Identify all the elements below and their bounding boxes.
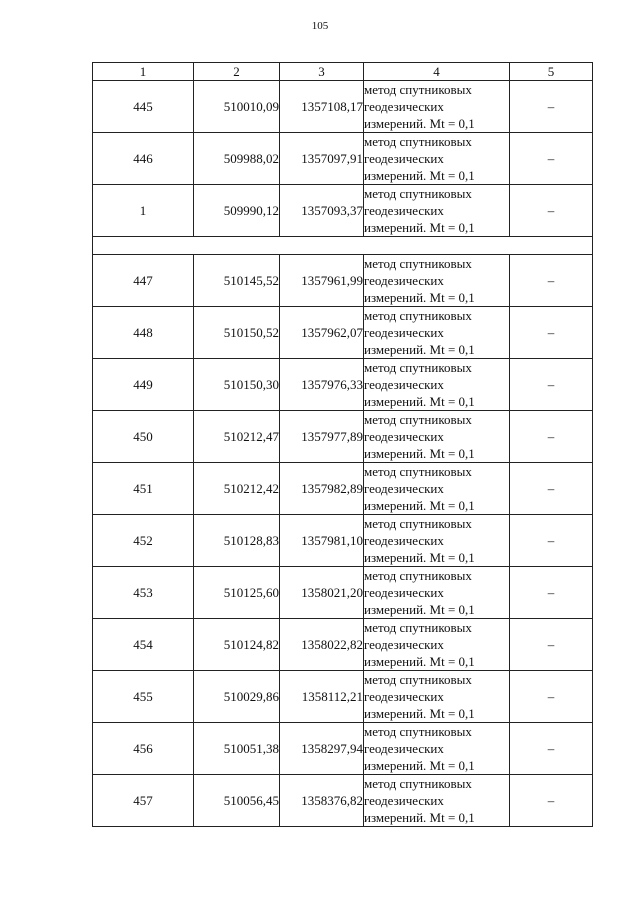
method-line: метод спутниковых: [364, 464, 472, 479]
method-line: измерений. Mt = 0,1: [364, 758, 475, 773]
method-cell: [364, 255, 510, 307]
point-number-cell: 447: [93, 255, 194, 307]
table-row: [93, 255, 593, 307]
note-cell: –: [510, 567, 593, 619]
x-coordinate-cell: 510010,09: [194, 81, 280, 133]
point-number-cell: 455: [93, 671, 194, 723]
method-line: метод спутниковых: [364, 620, 472, 635]
method-line: измерений. Mt = 0,1: [364, 116, 475, 131]
method-line: геодезических: [364, 99, 444, 114]
method-line: измерений. Mt = 0,1: [364, 342, 475, 357]
point-number-cell: 456: [93, 723, 194, 775]
x-coordinate-cell: 509990,12: [194, 185, 280, 237]
method-line: геодезических: [364, 689, 444, 704]
y-coordinate-cell: 1358021,20: [280, 567, 364, 619]
table-row: [93, 185, 593, 237]
note-cell: –: [510, 515, 593, 567]
method-line: геодезических: [364, 429, 444, 444]
header-cell-5: 5: [510, 63, 593, 81]
note-cell: –: [510, 775, 593, 827]
table-row: [93, 515, 593, 567]
method-line: измерений. Mt = 0,1: [364, 290, 475, 305]
table-row: [93, 359, 593, 411]
header-cell-4: 4: [364, 63, 510, 81]
table-row: [93, 133, 593, 185]
header-row: [93, 63, 593, 81]
method-line: метод спутниковых: [364, 186, 472, 201]
method-line: геодезических: [364, 377, 444, 392]
method-cell: [364, 619, 510, 671]
note-cell: –: [510, 671, 593, 723]
point-number-cell: 445: [93, 81, 194, 133]
method-line: измерений. Mt = 0,1: [364, 446, 475, 461]
x-coordinate-cell: 510125,60: [194, 567, 280, 619]
y-coordinate-cell: 1358297,94: [280, 723, 364, 775]
method-line: метод спутниковых: [364, 776, 472, 791]
table-row: [93, 775, 593, 827]
separator-cell: [93, 237, 593, 255]
method-line: геодезических: [364, 585, 444, 600]
method-line: метод спутниковых: [364, 308, 472, 323]
y-coordinate-cell: 1357981,10: [280, 515, 364, 567]
method-cell: [364, 775, 510, 827]
method-line: метод спутниковых: [364, 724, 472, 739]
table-row: [93, 81, 593, 133]
x-coordinate-cell: 510124,82: [194, 619, 280, 671]
note-cell: –: [510, 133, 593, 185]
method-line: геодезических: [364, 793, 444, 808]
x-coordinate-cell: 510051,38: [194, 723, 280, 775]
table-row: [93, 671, 593, 723]
y-coordinate-cell: 1358376,82: [280, 775, 364, 827]
table-body-group-1: [93, 81, 593, 237]
note-cell: –: [510, 723, 593, 775]
method-cell: [364, 567, 510, 619]
point-number-cell: 1: [93, 185, 194, 237]
method-cell: [364, 133, 510, 185]
x-coordinate-cell: 510056,45: [194, 775, 280, 827]
method-line: метод спутниковых: [364, 412, 472, 427]
note-cell: –: [510, 307, 593, 359]
note-cell: –: [510, 185, 593, 237]
y-coordinate-cell: 1357097,91: [280, 133, 364, 185]
note-cell: –: [510, 359, 593, 411]
method-cell: [364, 185, 510, 237]
point-number-cell: 451: [93, 463, 194, 515]
y-coordinate-cell: 1357961,99: [280, 255, 364, 307]
method-cell: [364, 671, 510, 723]
table-separator: [93, 237, 593, 255]
point-number-cell: 448: [93, 307, 194, 359]
note-cell: –: [510, 255, 593, 307]
method-line: метод спутниковых: [364, 82, 472, 97]
method-line: измерений. Mt = 0,1: [364, 498, 475, 513]
method-line: метод спутниковых: [364, 134, 472, 149]
method-cell: [364, 723, 510, 775]
point-number-cell: 450: [93, 411, 194, 463]
method-line: геодезических: [364, 637, 444, 652]
table-row: [93, 307, 593, 359]
coordinates-table: [92, 62, 593, 827]
x-coordinate-cell: 510029,86: [194, 671, 280, 723]
point-number-cell: 457: [93, 775, 194, 827]
point-number-cell: 446: [93, 133, 194, 185]
note-cell: –: [510, 463, 593, 515]
method-line: измерений. Mt = 0,1: [364, 810, 475, 825]
method-line: метод спутниковых: [364, 256, 472, 271]
method-line: геодезических: [364, 325, 444, 340]
page-number: 105: [311, 20, 329, 32]
method-line: геодезических: [364, 481, 444, 496]
x-coordinate-cell: 510128,83: [194, 515, 280, 567]
method-line: метод спутниковых: [364, 672, 472, 687]
x-coordinate-cell: 510212,42: [194, 463, 280, 515]
y-coordinate-cell: 1357976,33: [280, 359, 364, 411]
method-line: геодезических: [364, 151, 444, 166]
note-cell: –: [510, 411, 593, 463]
method-line: метод спутниковых: [364, 516, 472, 531]
method-line: геодезических: [364, 533, 444, 548]
table-row: [93, 463, 593, 515]
x-coordinate-cell: 510212,47: [194, 411, 280, 463]
y-coordinate-cell: 1357962,07: [280, 307, 364, 359]
table-row: [93, 567, 593, 619]
x-coordinate-cell: 509988,02: [194, 133, 280, 185]
y-coordinate-cell: 1357108,17: [280, 81, 364, 133]
method-line: измерений. Mt = 0,1: [364, 394, 475, 409]
method-line: измерений. Mt = 0,1: [364, 550, 475, 565]
method-line: измерений. Mt = 0,1: [364, 654, 475, 669]
method-cell: [364, 515, 510, 567]
x-coordinate-cell: 510150,30: [194, 359, 280, 411]
x-coordinate-cell: 510145,52: [194, 255, 280, 307]
note-cell: –: [510, 81, 593, 133]
y-coordinate-cell: 1357093,37: [280, 185, 364, 237]
method-line: метод спутниковых: [364, 568, 472, 583]
header-cell-3: 3: [280, 63, 364, 81]
method-cell: [364, 81, 510, 133]
y-coordinate-cell: 1357977,89: [280, 411, 364, 463]
table-body-group-2: [93, 255, 593, 827]
table-row: [93, 723, 593, 775]
method-line: геодезических: [364, 273, 444, 288]
method-line: геодезических: [364, 203, 444, 218]
method-line: измерений. Mt = 0,1: [364, 602, 475, 617]
method-cell: [364, 359, 510, 411]
y-coordinate-cell: 1358022,82: [280, 619, 364, 671]
table-row: [93, 619, 593, 671]
point-number-cell: 452: [93, 515, 194, 567]
method-line: измерений. Mt = 0,1: [364, 168, 475, 183]
method-cell: [364, 463, 510, 515]
method-line: измерений. Mt = 0,1: [364, 220, 475, 235]
note-cell: –: [510, 619, 593, 671]
header-cell-2: 2: [194, 63, 280, 81]
method-cell: [364, 411, 510, 463]
y-coordinate-cell: 1357982,89: [280, 463, 364, 515]
point-number-cell: 454: [93, 619, 194, 671]
x-coordinate-cell: 510150,52: [194, 307, 280, 359]
y-coordinate-cell: 1358112,21: [280, 671, 364, 723]
separator-row: [93, 237, 593, 255]
header-cell-1: 1: [93, 63, 194, 81]
method-line: измерений. Mt = 0,1: [364, 706, 475, 721]
method-line: метод спутниковых: [364, 360, 472, 375]
method-cell: [364, 307, 510, 359]
method-line: геодезических: [364, 741, 444, 756]
point-number-cell: 453: [93, 567, 194, 619]
point-number-cell: 449: [93, 359, 194, 411]
table-row: [93, 411, 593, 463]
